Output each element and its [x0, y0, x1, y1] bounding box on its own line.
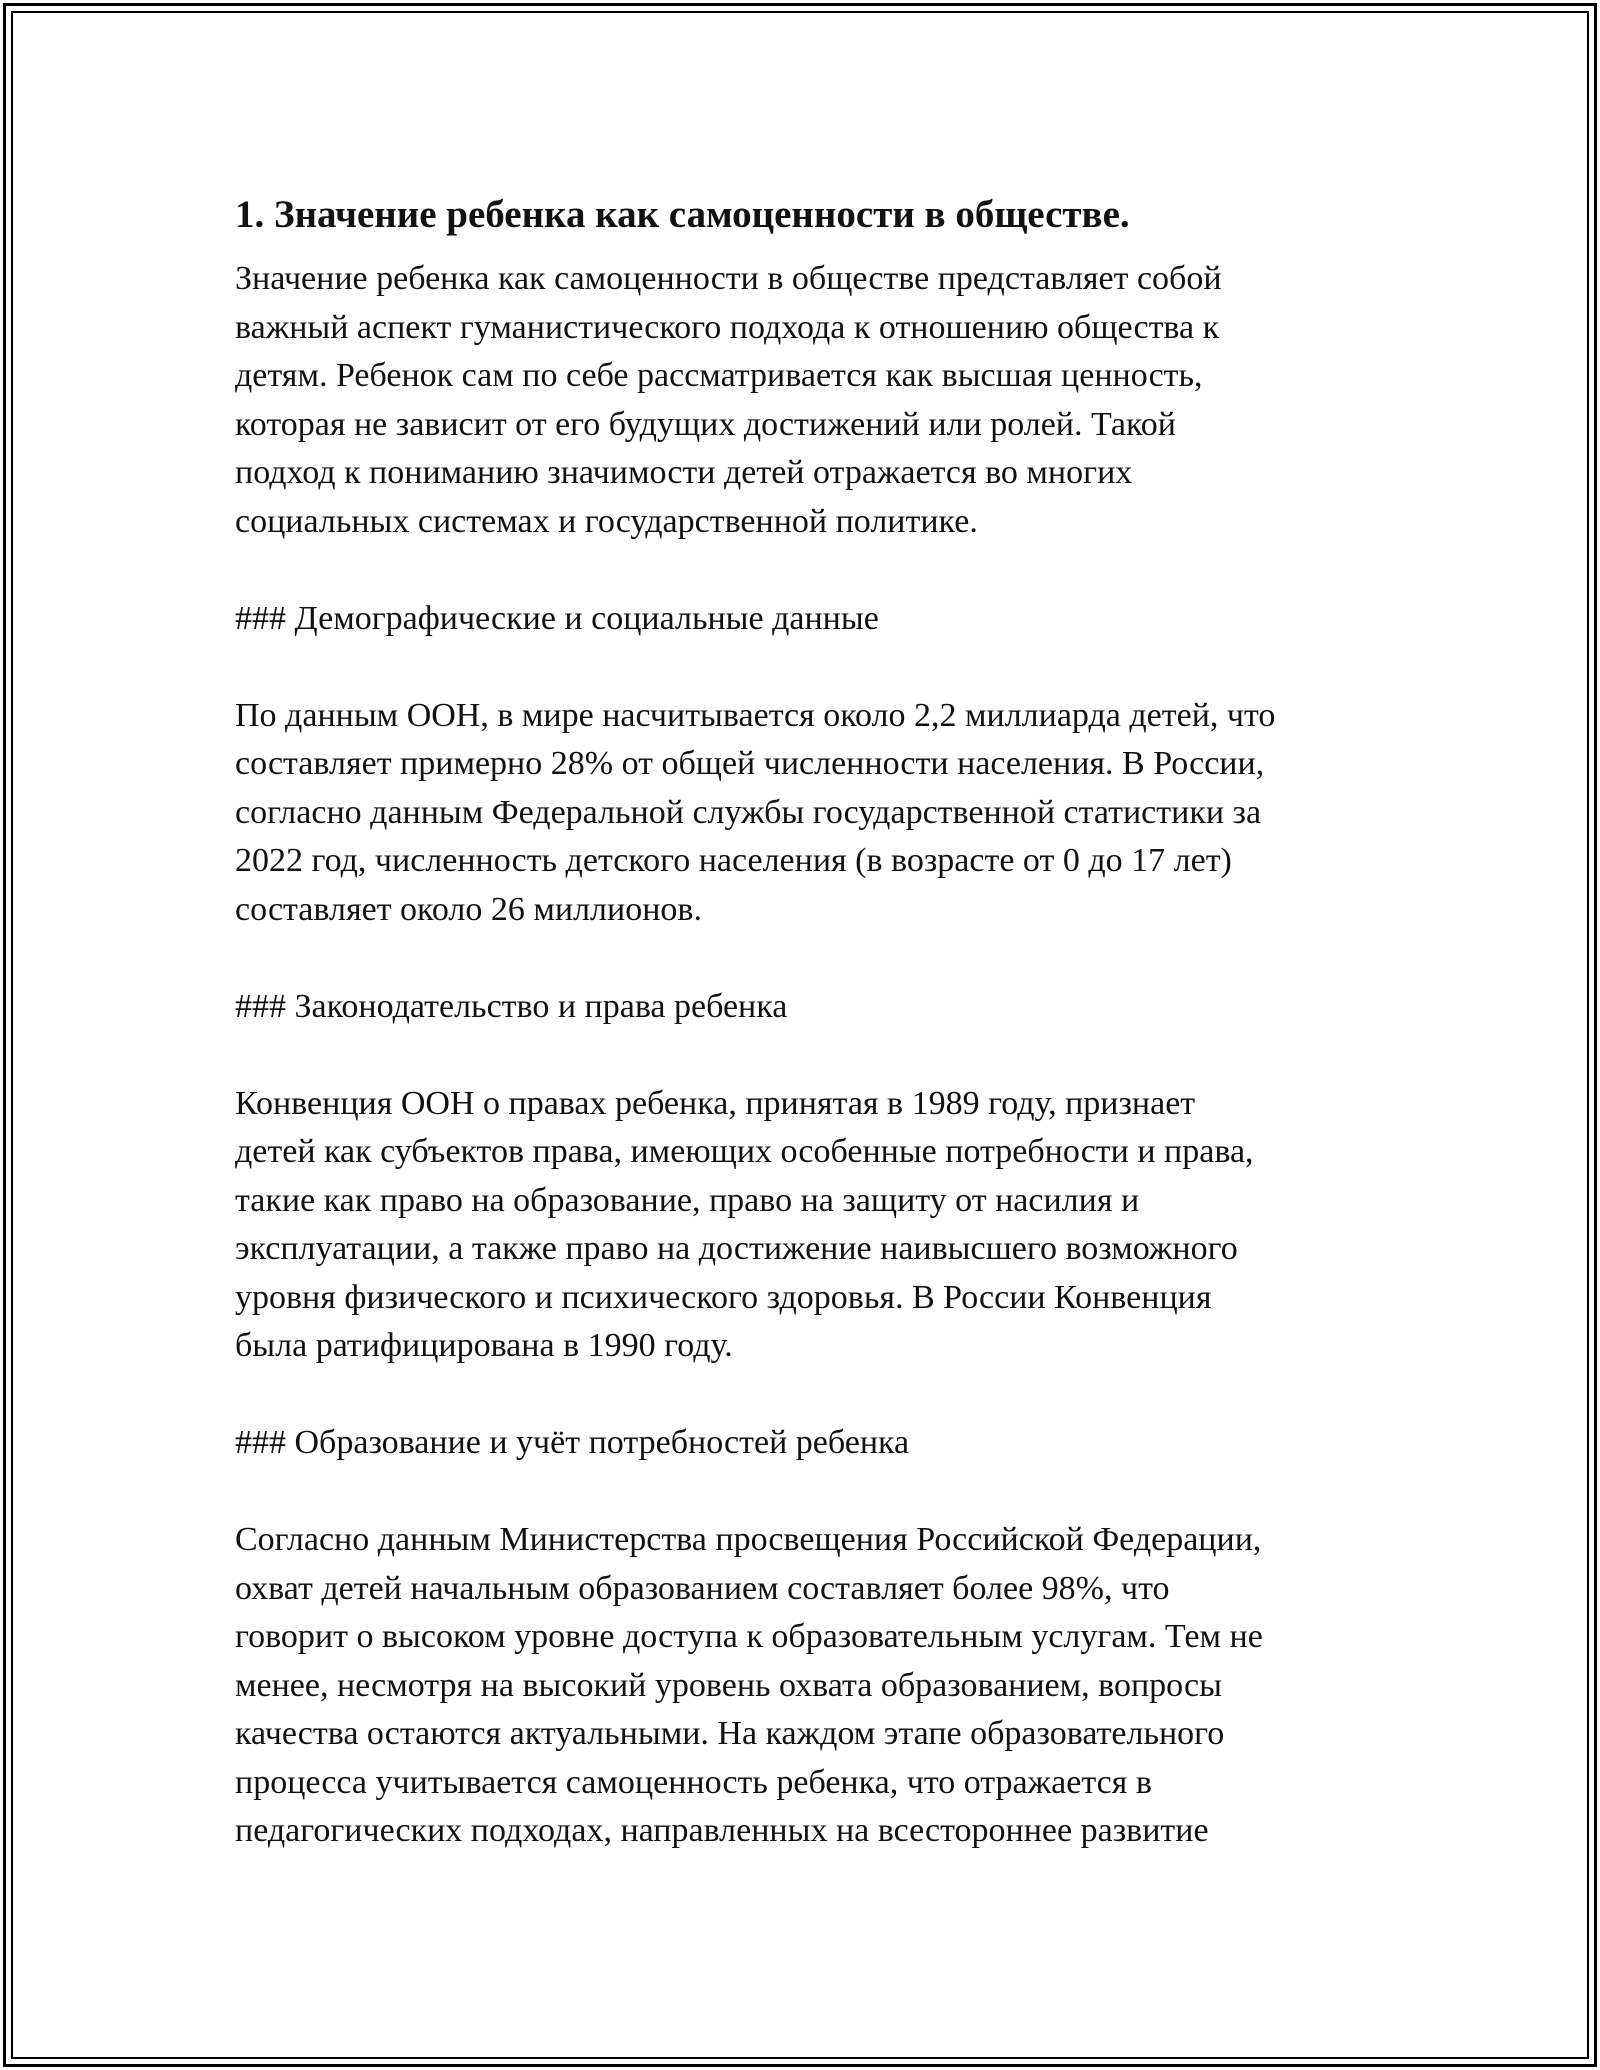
intro-paragraph	[235, 255, 1385, 546]
paragraph-line: Конвенция ООН о правах ребенка, принятая в 1989 году, признает	[235, 1084, 1196, 1122]
paragraph-line: качества остаются актуальными. На каждом этапе образовательного	[235, 1715, 1225, 1752]
paragraph-line: говорит о высоком уровне доступа к образовательным услугам. Тем не	[235, 1618, 1263, 1655]
paragraph-line: была ратифицирована в 1990 году.	[235, 1327, 733, 1364]
blank-line	[235, 934, 1385, 983]
paragraph-line: уровня физического и психического здоровья. В России Конвенция	[235, 1278, 1212, 1316]
intro-line: которая не зависит от его будущих достижений или ролей. Такой	[235, 405, 1176, 443]
section-heading-text: ### Образование и учёт потребностей ребенка	[235, 1424, 910, 1461]
paragraph-line: согласно данным Федеральной службы государственной статистики за	[235, 793, 1262, 831]
paragraph-line: менее, несмотря на высокий уровень охвата образованием, вопросы	[235, 1666, 1222, 1704]
section-heading-text: ### Демографические и социальные данные	[235, 599, 879, 637]
intro-line: детям. Ребенок сам по себе рассматривается как высшая ценность,	[235, 357, 1203, 394]
paragraph-line: Согласно данным Министерства просвещения Российской Федерации,	[235, 1521, 1262, 1558]
section-heading-legislation	[235, 983, 1385, 1032]
paragraph-line: такие как право на образование, право на защиту от насилия и	[235, 1181, 1140, 1219]
section-paragraph-demographics	[235, 692, 1385, 935]
section-paragraph-education	[235, 1516, 1385, 1856]
blank-line	[235, 1031, 1385, 1080]
paragraph-line: составляет около 26 миллионов.	[235, 890, 702, 928]
paragraph-line: процесса учитывается самоценность ребенка, что отражается в	[235, 1763, 1152, 1801]
section-heading-education	[235, 1419, 1385, 1468]
blank-line	[235, 1371, 1385, 1420]
document-body	[235, 187, 1385, 1856]
blank-line	[235, 1468, 1385, 1517]
intro-line: Значение ребенка как самоценности в обществе представляет собой	[235, 260, 1222, 297]
paragraph-line: составляет примерно 28% от общей численности населения. В России,	[235, 745, 1265, 782]
intro-line: подход к пониманию значимости детей отражается во многих	[235, 454, 1133, 491]
section-paragraph-legislation	[235, 1080, 1385, 1371]
paragraph-line: педагогических подходах, направленных на всестороннее развитие	[235, 1812, 1209, 1849]
intro-line: важный аспект гуманистического подхода к отношению общества к	[235, 308, 1220, 346]
blank-line	[235, 546, 1385, 595]
section-heading-demographics	[235, 595, 1385, 644]
paragraph-line: детей как субъектов права, имеющих особенные потребности и права,	[235, 1133, 1254, 1170]
paragraph-line: 2022 год, численность детского населения (в возрасте от 0 до 17 лет)	[235, 842, 1232, 879]
paragraph-line: эксплуатации, а также право на достижение наивысшего возможного	[235, 1230, 1238, 1267]
blank-line	[235, 643, 1385, 692]
section-heading-text: ### Законодательство и права ребенка	[235, 987, 788, 1025]
paragraph-line: охват детей начальным образованием составляет более 98%, что	[235, 1569, 1170, 1607]
paragraph-line: По данным ООН, в мире насчитывается около 2,2 миллиарда детей, что	[235, 696, 1276, 734]
document-title: 1. Значение ребенка как самоценности в обществе.	[235, 193, 1130, 236]
intro-line: социальных системах и государственной политике.	[235, 502, 978, 540]
